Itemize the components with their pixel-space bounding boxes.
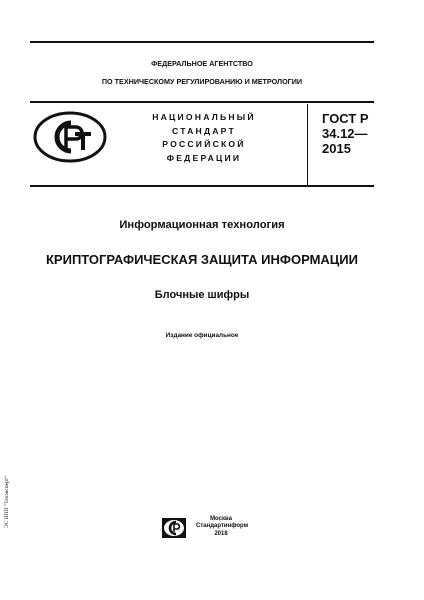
header-divider — [307, 104, 308, 186]
rst-certification-logo-icon — [32, 110, 108, 169]
document-title: КРИПТОГРАФИЧЕСКАЯ ЗАЩИТА ИНФОРМАЦИИ — [46, 252, 358, 267]
standartinform-logo-icon — [161, 517, 187, 544]
gost-line-3: 2015 — [322, 141, 351, 156]
national-line-4: ФЕДЕРАЦИИ — [166, 152, 242, 163]
edition-label: Издание официальное — [165, 332, 239, 339]
document-subtitle: Блочные шифры — [154, 289, 250, 301]
publication-year: 2018 — [214, 530, 228, 537]
agency-name-line1: ФЕДЕРАЛЬНОЕ АГЕНТСТВО — [151, 59, 253, 68]
national-line-3: РОССИЙСКОЙ — [162, 139, 246, 149]
publisher-name: Стандартинформ — [196, 523, 249, 530]
national-standard-label — [146, 111, 262, 165]
publisher-block — [196, 516, 249, 538]
national-line-2: СТАНДАРТ — [172, 125, 236, 136]
document-category: Информационная технология — [119, 219, 285, 231]
publisher-city: Москва — [210, 516, 232, 522]
header-rule — [30, 101, 374, 103]
gost-line-1: ГОСТ Р — [322, 111, 369, 126]
agency-name-line2: ПО ТЕХНИЧЕСКОМУ РЕГУЛИРОВАНИЮ И МЕТРОЛОГИИ — [101, 77, 303, 86]
standard-block-rule — [30, 185, 374, 187]
top-rule — [30, 41, 374, 43]
sidebar-watermark-text: ЭС НПП "Техэксперт" — [4, 475, 10, 528]
national-line-1: НАЦИОНАЛЬНЫЙ — [152, 112, 256, 122]
gost-line-2: 34.12— — [322, 126, 368, 141]
gost-designation — [322, 111, 369, 156]
